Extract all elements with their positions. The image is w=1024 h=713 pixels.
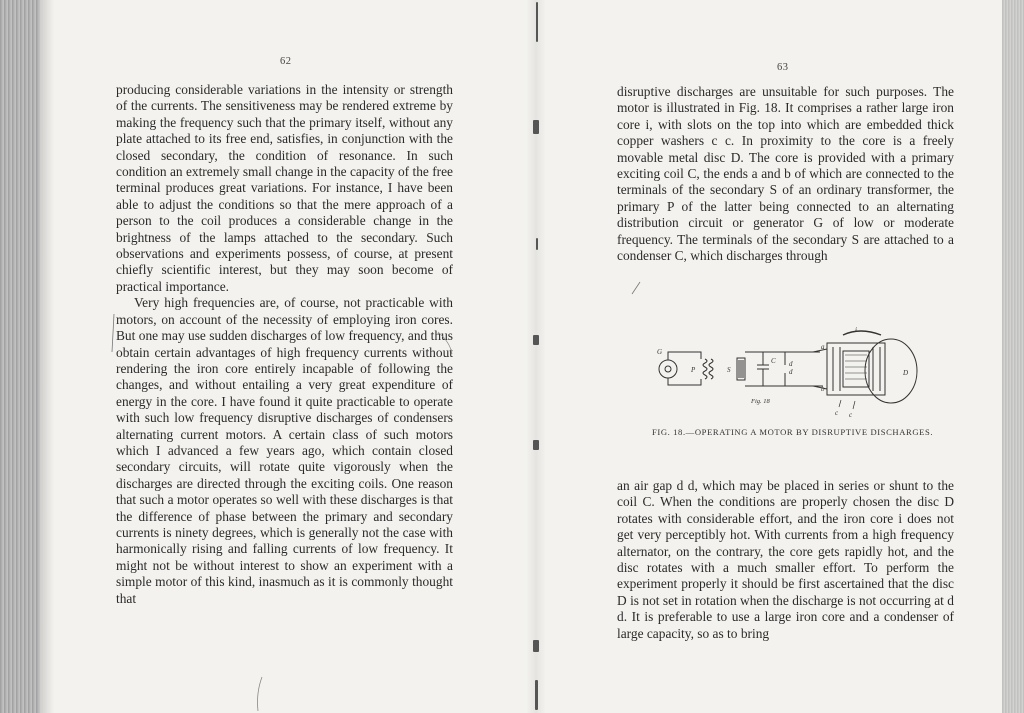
figure-handwritten-label: Fig. 18 (751, 398, 770, 405)
washer-lines (845, 355, 867, 379)
figure-caption: FIG. 18.—OPERATING A MOTOR BY DISRUPTIVE DISCHARGES. (652, 427, 934, 437)
secondary-winding (739, 360, 743, 378)
label-c: C (771, 357, 776, 365)
stitch-mark (536, 2, 538, 42)
label-disc-d: D (903, 369, 909, 377)
page-number-left: 62 (280, 56, 292, 67)
pointer-lines (839, 400, 855, 409)
wire (668, 378, 701, 385)
label-d2: d (789, 368, 793, 376)
label-b: b (821, 385, 825, 393)
right-paragraph-2: an air gap d d, which may be placed in series or shunt to the coil C. When the conditions are properly chosen the disc D rotates with considerable effort, and the iron core i does not get very perceptibly hot. With currents from a high frequency alternator, on the contrary, the core gets rapidly hot, and the disc rotates with a much smaller effort. To perform the experiment properly it should be first ascertained that the disc D is not set in rotation when the discharge is not occurring at d d. It is preferable to use a large iron core and a condenser of large capacity, so as to bring (617, 478, 954, 641)
pencil-stroke-mark (250, 675, 270, 713)
label-p: P (691, 366, 696, 374)
figure-18-diagram (645, 325, 925, 420)
label-a: a (821, 343, 825, 351)
right-paragraph-1: disruptive discharges are unsuitable for such purposes. The motor is illustrated in Fig. 18. It comprises a rather large iron core i, with slots on the top into which are embedded thick copper washers c c. In proximity to the core is a freely movable metal disc D. The core is provided with a primary exciting coil C, the ends a and b of which are connected to the terminals of the secondary S of an ordinary transformer, the primary P of the latter being connected to an alternating distribution circuit or generator G of low or moderate frequency. The terminals of the secondary S are attached to a condenser C, which discharges through (617, 84, 954, 264)
core-slots (833, 347, 880, 391)
wire (813, 349, 827, 389)
wire (668, 352, 701, 360)
stitch-mark (535, 680, 538, 710)
left-binding-edge (0, 0, 40, 713)
stitch-mark (533, 640, 539, 652)
label-i: i (855, 326, 857, 334)
right-page-text-bottom (617, 478, 954, 642)
exciting-coil (843, 331, 881, 335)
primary-coil-p-winding (709, 359, 713, 379)
label-c-washer-2: c (849, 411, 853, 419)
primary-coil-p (703, 359, 707, 379)
stitch-mark (533, 440, 539, 450)
label-c-washer-1: c (835, 409, 839, 417)
left-paragraph-1: producing considerable variations in the intensity or strength of the currents. The sensitiveness may be rendered extreme by making the frequency such that the primary itself, without any plate attached to its free end, satisfies, in conjunction with the closed secondary, the condition of resonance. In such condition an extremely small change in the capacity of the free terminal produces great variations. For instance, I have been able to adjust the conditions so that the mere approach of a person to the coil produces a considerable change in the brightness of the lamps attached to the secondary. Such observations and experiments possess, of course, at present chiefly scientific interest, but they may soon become of practical importance. (116, 82, 453, 294)
right-page-edge (1002, 0, 1024, 713)
pencil-tick-mark (628, 280, 648, 296)
label-g: G (657, 348, 663, 356)
condenser-c (757, 352, 769, 386)
stitch-mark (536, 238, 538, 250)
page-number-right: 63 (777, 62, 789, 73)
pencil-bracket-mark (108, 312, 458, 372)
stitch-mark (533, 120, 539, 134)
generator-symbol (659, 360, 677, 378)
label-s: S (727, 366, 731, 374)
left-paragraph-2: Very high frequencies are, of course, not practicable with motors, on account of the necessity of employing iron cores. But one may use sudden discharges of low frequency, and thus obtain certain advantages of high frequency currents without rendering the iron core entirely incapable of following the changes, and without entailing a very great expenditure of energy in the core. I have found it quite practicable to operate with such low frequency disruptive discharges of condensers alternating current motors. A certain class of such motors which I advanced a few years ago, which contain closed secondary circuits, will rotate quite vigorously when the discharges are directed through the exciting coils. One reason that such a motor operates so well with these discharges is that the difference of phase between the primary and secondary currents is ninety degrees, which is generally not the case with harmonically rising and falling currents of low frequency. It might not be without interest to show an experiment with a simple motor of this kind, inasmuch as it is commonly thought that (116, 295, 453, 606)
stitch-mark (533, 335, 539, 345)
label-d1: d (789, 360, 793, 368)
generator-core (665, 366, 671, 372)
right-page-text-top (617, 84, 954, 264)
center-gutter (526, 0, 546, 713)
